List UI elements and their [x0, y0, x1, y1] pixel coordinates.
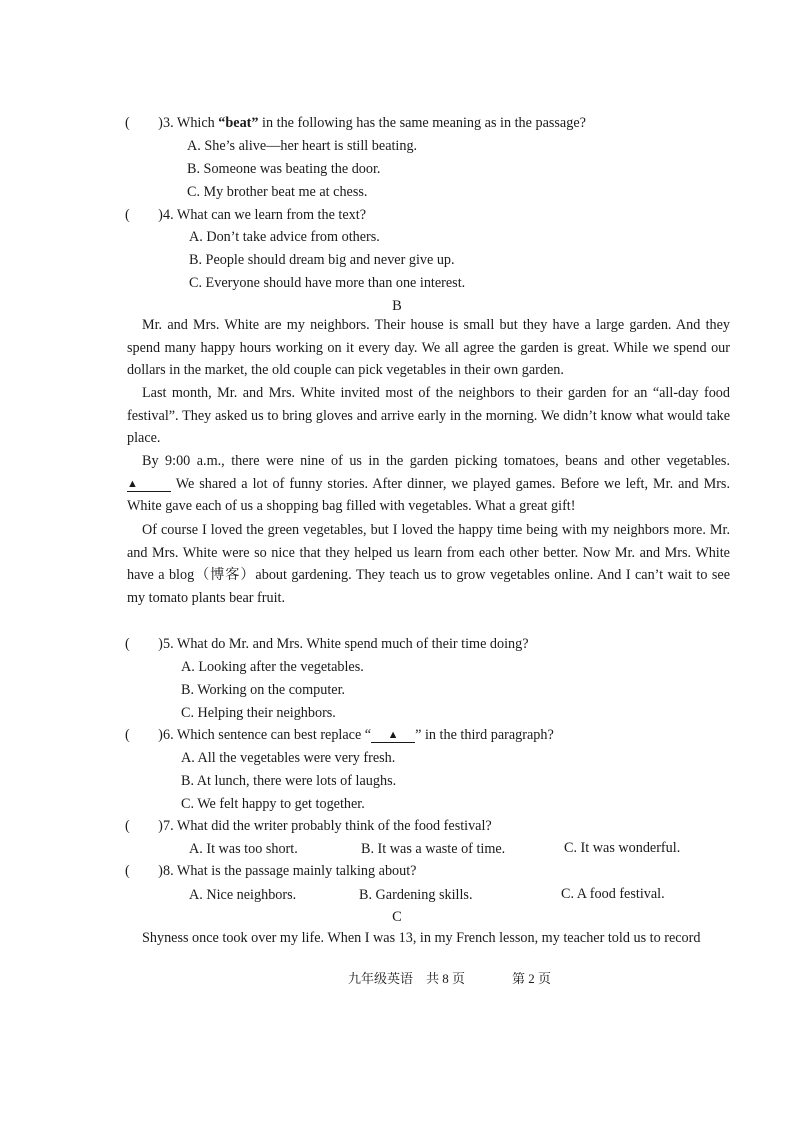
q3-num: 3. Which [163, 115, 219, 131]
question-q5: 5. What do Mr. and Mrs. White spend much of their time doing? [163, 636, 529, 652]
question-blank: ▲ [371, 727, 415, 743]
q5-option-b: B. Working on the computer. [181, 682, 346, 698]
question-q8: 8. What is the passage mainly talking about? [163, 863, 417, 879]
q3-option-c: C. My brother beat me at chess. [187, 184, 368, 200]
answer-paren-q5[interactable]: ( ) [125, 636, 163, 652]
answer-paren-q7[interactable]: ( ) [125, 818, 163, 834]
q4-option-a: A. Don’t take advice from others. [189, 229, 380, 245]
q5-option-a: A. Looking after the vegetables. [181, 659, 364, 675]
q4-option-c: C. Everyone should have more than one interest. [189, 275, 466, 291]
question-q3 [163, 114, 586, 132]
q3-option-b: B. Someone was beating the door. [187, 161, 381, 177]
footer-page-number: 第 2 页 [512, 971, 552, 986]
passage-b-paragraph-3: By 9:00 a.m., there were nine of us in the garden picking tomatoes, beans and other vegetables. ▲ We shared a lot of funny stories. After dinner, we played games. Before we left, Mr. and Mrs. White gave each of us a shopping bag filled with vegetables. What a great gift! [127, 453, 730, 515]
passage-b-paragraph-2: Last month, Mr. and Mrs. White invited most of the neighbors to their garden for an “all-day food festival”. They asked us to bring gloves and arrive early in the morning. We didn’t know what would take place. [127, 385, 730, 447]
passage-b-paragraph-4: Of course I loved the green vegetables, but I loved the happy time being with my neighbors more. Mr. and Mrs. White were so nice that they helped us learn from each other better. Now Mr. and Mrs. White have a blog（博客）about gardening. They teach us to grow vegetables online. And I can’t wait to see my tomato plants bear fruit. [127, 522, 730, 607]
q7-option-a: A. It was too short. [189, 841, 298, 857]
section-heading-b: B [392, 298, 402, 314]
answer-paren-q3[interactable]: ( ) [125, 115, 163, 131]
q6-option-a: A. All the vegetables were very fresh. [181, 750, 396, 766]
passage-c-paragraph-1: Shyness once took over my life. When I was 13, in my French lesson, my teacher told us to record [142, 930, 701, 946]
q3-option-a: A. She’s alive—her heart is still beating. [187, 138, 418, 154]
q8-option-a: A. Nice neighbors. [189, 887, 297, 903]
question-q6: 6. Which sentence can best replace “ ▲ ” in the third paragraph? [163, 727, 554, 743]
q3-rest: in the following has the same meaning as in the passage? [258, 115, 586, 131]
q4-option-b: B. People should dream big and never give up. [189, 252, 455, 268]
question-q7: 7. What did the writer probably think of the food festival? [163, 818, 492, 834]
q6-option-c: C. We felt happy to get together. [181, 796, 365, 812]
q7-option-b: B. It was a waste of time. [361, 841, 506, 857]
answer-paren-q4[interactable]: ( ) [125, 207, 163, 223]
question-q4: 4. What can we learn from the text? [163, 207, 367, 223]
q3-keyword: “beat” [218, 115, 259, 131]
q5-option-c: C. Helping their neighbors. [181, 705, 336, 721]
section-heading-c: C [392, 909, 402, 925]
passage-b-paragraph-1: Mr. and Mrs. White are my neighbors. Their house is small but they have a large garden. And they spend many happy hours working on it every day. We all agree the garden is great. While we spend our dollars in the market, the old couple can pick vegetables in their own garden. [127, 317, 730, 379]
q7-option-c: C. It was wonderful. [564, 840, 681, 856]
q8-option-c: C. A food festival. [561, 886, 665, 902]
answer-paren-q6[interactable]: ( ) [125, 727, 163, 743]
q8-option-b: B. Gardening skills. [359, 887, 473, 903]
answer-paren-q8[interactable]: ( ) [125, 863, 163, 879]
q6-option-b: B. At lunch, there were lots of laughs. [181, 773, 397, 789]
footer-subject: 九年级英语 共 8 页 [348, 971, 466, 986]
passage-blank[interactable]: ▲ [127, 476, 171, 492]
